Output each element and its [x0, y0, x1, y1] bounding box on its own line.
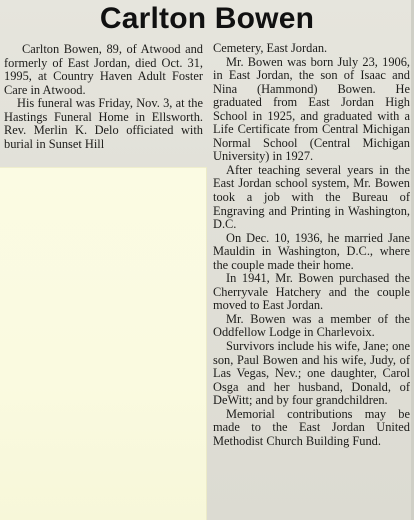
paragraph-birth-education: Mr. Bowen was born July 23, 1906, in East Jordan, the son of Isaac and Nina (Hammond) Bowen. He graduated from East Jordan High School in 1925, and graduated with a Life Certificate from Central Michigan Normal School (Central Michigan University) in 1927. [213, 54, 410, 164]
paragraph-memorial: Memorial contributions may be made to the East Jordan United Methodist Church Building Fund. [213, 406, 410, 448]
right-text-column [213, 42, 410, 448]
paragraph-burial-continued: Cemetery, East Jordan. [213, 41, 328, 55]
paragraph-lodge: Mr. Bowen was a member of the Oddfellow Lodge in Charlevoix. [213, 311, 410, 340]
paragraph-career: After teaching several years in the East Jordan school system, Mr. Bowen took a job with the Bureau of Engraving and Printing in Washington, D.C. [213, 162, 410, 232]
sticky-note-overlay [0, 167, 207, 520]
obituary-headline: Carlton Bowen [99, 2, 315, 35]
paragraph-funeral: His funeral was Friday, Nov. 3, at the Hastings Funeral Home in Ellsworth. Rev. Merlin K. Delo officiated with burial in Sunset Hill [4, 96, 203, 151]
left-text-column [4, 43, 203, 151]
paragraph-intro: Carlton Bowen, 89, of Atwood and formerly of East Jordan, died Oct. 31, 1995, at Country Haven Adult Foster Care in Atwood. [4, 42, 203, 97]
paragraph-survivors: Survivors include his wife, Jane; one son, Paul Bowen and his wife, Judy, of Las Vegas, Nev.; one daughter, Carol Osga and her husband, Donald, of DeWitt; and by four grandchildren. [213, 339, 410, 408]
paragraph-marriage: On Dec. 10, 1936, he married Jane Mauldin in Washington, D.C., where the couple made their home. [213, 230, 410, 272]
paragraph-hatchery: In 1941, Mr. Bowen purchased the Cherryvale Hatchery and the couple moved to East Jordan. [213, 271, 410, 313]
